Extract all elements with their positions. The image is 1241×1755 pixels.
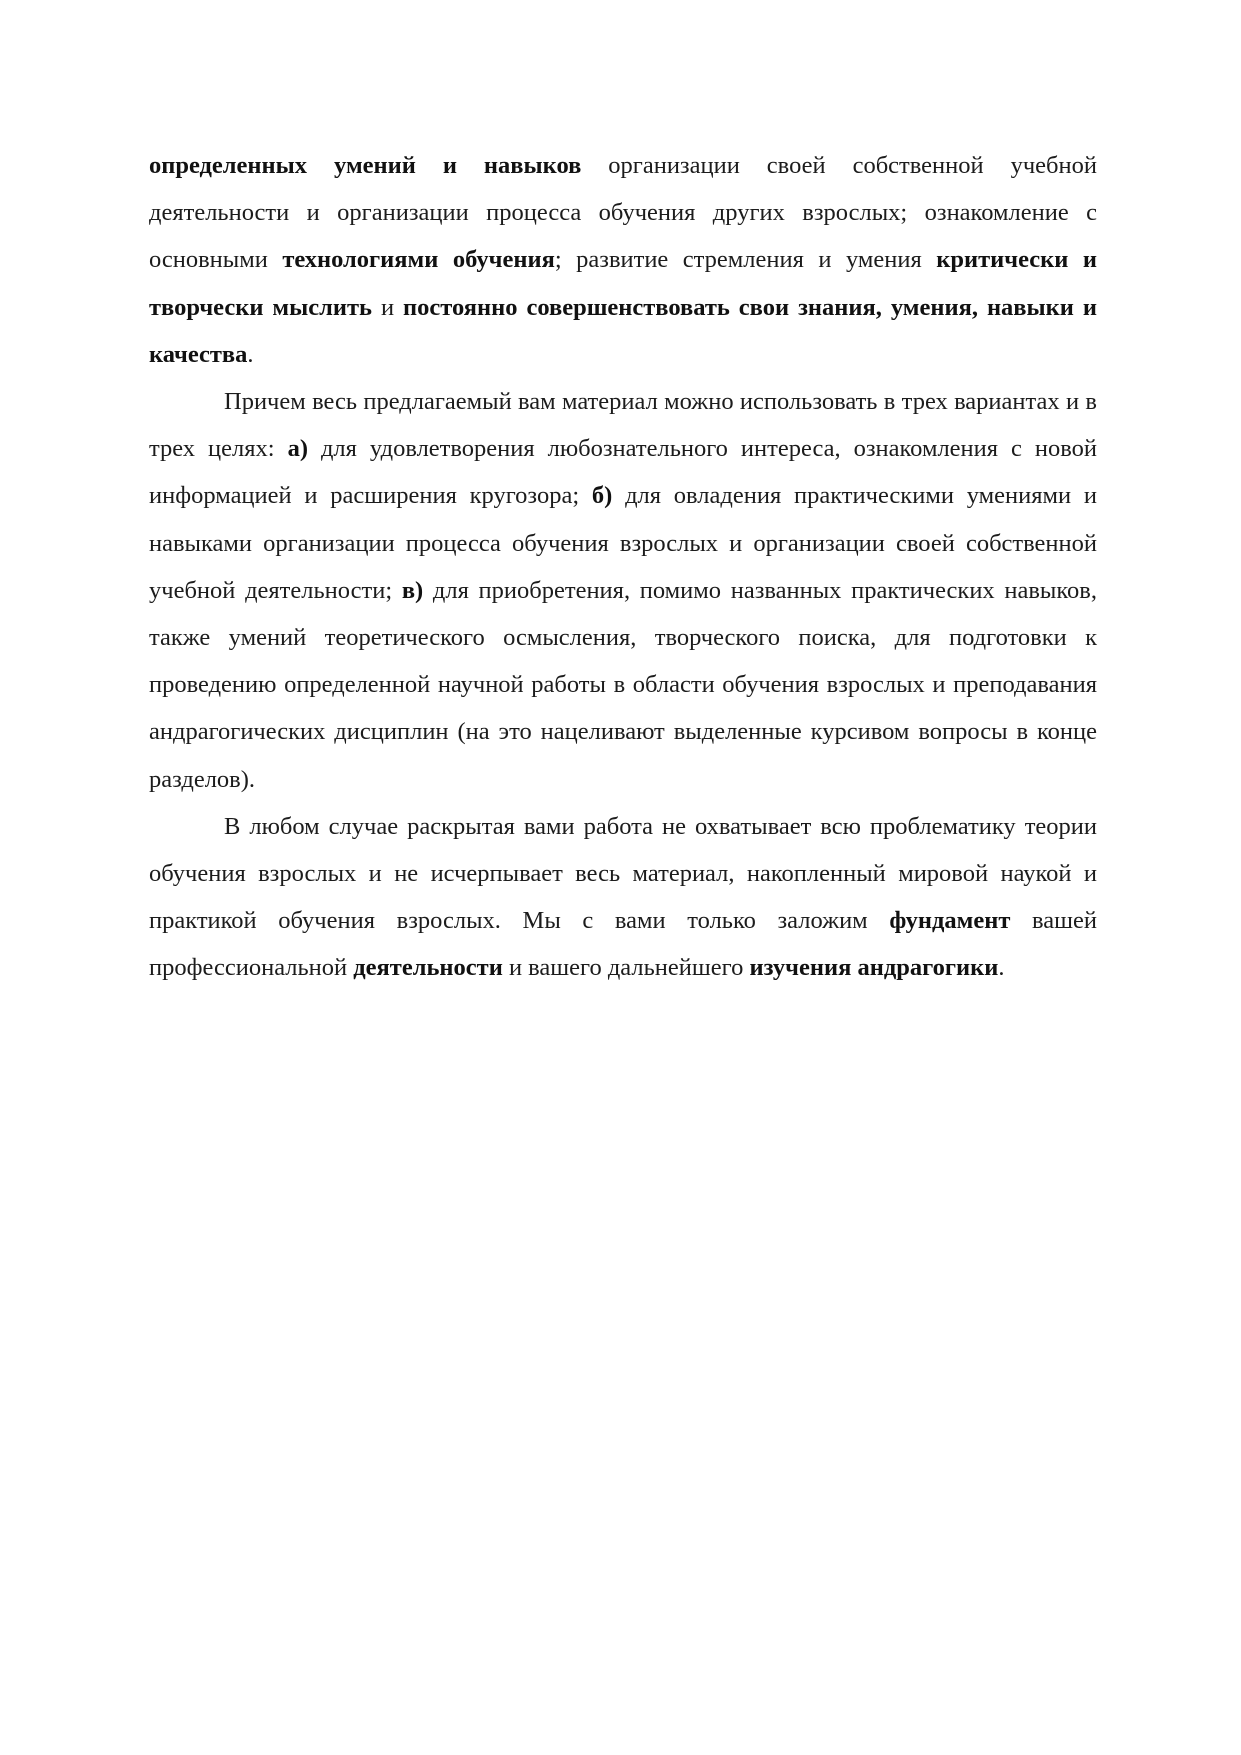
bold-run: постоянно совершенствовать свои знания, умения, навыки и качества [149, 293, 1097, 368]
paragraph-2 [149, 378, 1097, 803]
bold-run: критически и творчески мыслить [149, 246, 1097, 321]
bold-run: б) [591, 482, 613, 510]
text-run: и вашего дальнейшего [502, 954, 750, 982]
text-run: . [247, 340, 254, 368]
bold-run: определенных умений и навыков [149, 152, 582, 179]
text-run: вашей профессиональной [149, 907, 1097, 982]
text-run: для удовлетворения любознательного интереса, ознакомления с новой информацией и расширения кругозора; [149, 435, 1097, 510]
text-run: организации своей собственной учебной деятельности и организации процесса обучения других взрослых; ознакомление с основными [149, 152, 1097, 274]
bold-run: изучения андрагогики [749, 954, 999, 982]
bold-run: технологиями обучения [282, 246, 555, 274]
text-run: ; развитие стремления и умения [554, 246, 937, 274]
body-text [149, 142, 1097, 992]
bold-run: фундамент [889, 907, 1011, 935]
bold-run: в) [401, 576, 424, 604]
text-run: и [371, 293, 404, 321]
bold-run: а) [287, 435, 308, 463]
text-run: для приобретения, помимо названных практических навыков, также умений теоретического осмысления, творческого поиска, для подготовки к проведению определенной научной работы в области обучения взрослых и преподавания андрагогических дисциплин (на это нацеливают выделенные курсивом вопросы в конце разделов). [149, 576, 1097, 793]
paragraph-1 [149, 142, 1097, 378]
paragraph-3 [149, 803, 1097, 992]
text-run: В любом случае раскрытая вами работа не охватывает всю проблематику теории обучения взрослых и не исчерпывает весь материал, накопленный мировой наукой и практикой обучения взрослых. Мы с вами только заложим [149, 812, 1097, 935]
bold-run: деятельности [353, 954, 503, 982]
text-run: . [998, 954, 1005, 982]
text-run: Причем весь предлагаемый вам материал можно использовать в трех вариантах и в трех целях: [149, 388, 1097, 463]
text-run: для овладения практическими умениями и навыками организации процесса обучения взрослых и организации своей собственной учебной деятельности; [149, 482, 1097, 604]
